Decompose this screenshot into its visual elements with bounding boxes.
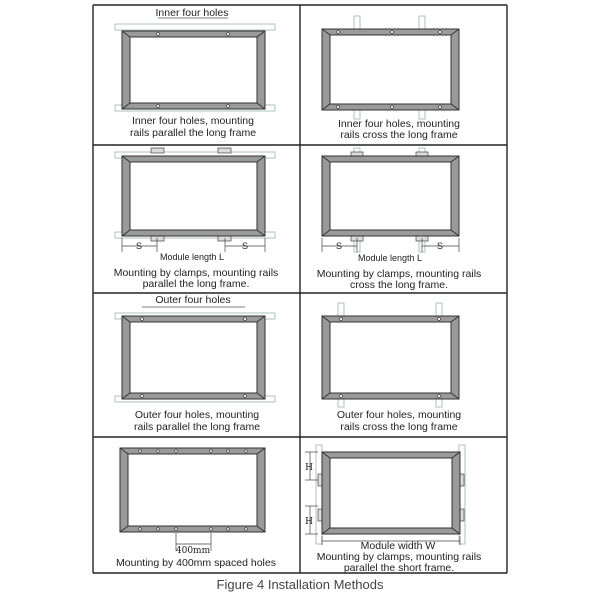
caption-line-2: rails cross the long frame [340, 421, 458, 433]
dimension-s-right: S [436, 241, 444, 251]
caption-line-1: Mounting by 400mm spaced holes [116, 557, 276, 569]
module-frame [122, 316, 265, 399]
module-width-label: Module width W [360, 540, 436, 552]
module-frame [120, 448, 265, 532]
panel-top-label: Outer four holes [155, 294, 231, 306]
caption-line-2: rails cross the long frame [340, 129, 458, 141]
caption-line-1: Mounting by clamps, mounting rails [316, 551, 482, 563]
dimension-s-left: S [335, 241, 343, 251]
caption-line-1: Inner four holes, mounting [132, 115, 254, 127]
caption-line-1: Mounting by clamps, mounting rails [316, 268, 482, 280]
caption-line-2: parallel the short frame. [343, 562, 455, 574]
caption-line-2: rails parallel the long frame [129, 127, 257, 139]
caption-line-1: Mounting by clamps, mounting rails [113, 267, 279, 279]
panel-inner-holes-parallel [115, 7, 275, 139]
module-frame [322, 316, 459, 399]
module-length-label: Module length L [159, 252, 225, 262]
panel-outer-holes-cross [322, 303, 461, 433]
module-frame [322, 29, 459, 110]
module-frame [122, 156, 265, 236]
caption-line-2: parallel the long frame. [142, 278, 250, 290]
panel-clamps-cross [317, 148, 482, 291]
caption-line-1: Outer four holes, mounting [336, 409, 462, 421]
panel-top-label: Inner four holes [155, 7, 229, 19]
dimension-400mm-label: 400mm [175, 546, 211, 556]
panel-inner-holes-cross [322, 16, 460, 141]
dimension-h-top: H [305, 463, 313, 473]
dimension-h-bottom: H [305, 517, 313, 527]
figure-caption: Figure 4 Installation Methods [216, 577, 384, 592]
panel-outer-holes-parallel [115, 294, 275, 433]
dimension-s-left: S [135, 241, 143, 251]
module-frame [322, 452, 460, 534]
dimension-s-right: S [241, 241, 249, 251]
caption-line-1: Outer four holes, mounting [134, 409, 260, 421]
caption-line-2: rails parallel the long frame [133, 421, 261, 433]
module-frame [322, 156, 459, 236]
module-length-label: Module length L [357, 253, 423, 263]
caption-line-1: Inner four holes, mounting [338, 118, 460, 130]
panel-clamps-short-frame [305, 445, 481, 574]
caption-line-2: cross the long frame. [349, 279, 449, 291]
panel-400mm-holes [116, 448, 276, 569]
module-frame [122, 31, 265, 109]
panel-clamps-parallel [114, 148, 279, 290]
